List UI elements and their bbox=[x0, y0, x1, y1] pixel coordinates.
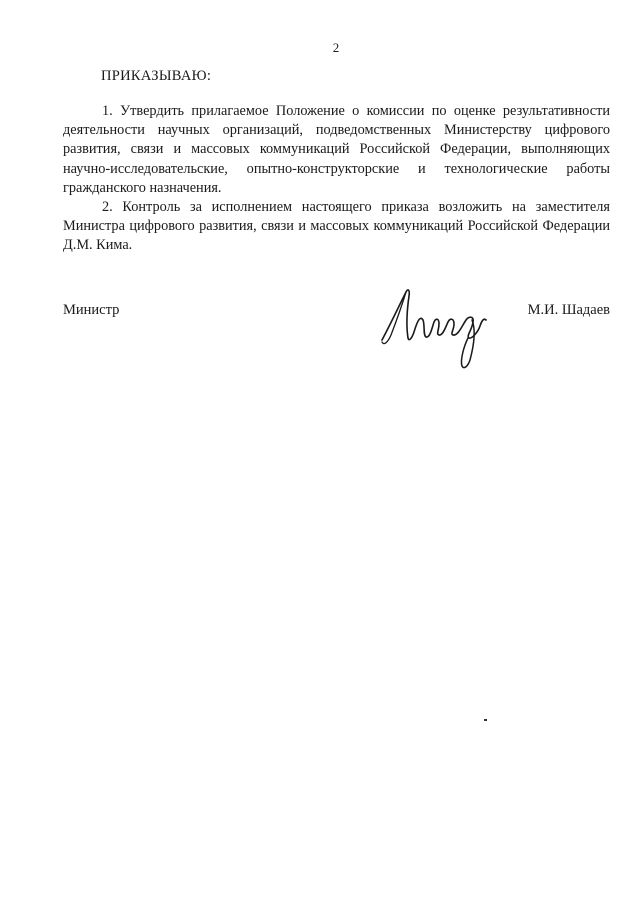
signer-title: Министр bbox=[63, 302, 120, 318]
order-item-2: 2. Контроль за исполнением настоящего приказа возложить на заместителя Министра цифрового развития, связи и массовых коммуникаций Российской Федерации Д.М. Кима. bbox=[63, 199, 610, 254]
signature-block bbox=[63, 280, 610, 380]
handwritten-signature bbox=[376, 280, 501, 375]
order-heading: ПРИКАЗЫВАЮ: bbox=[101, 68, 212, 84]
order-item-1: 1. Утвердить прилагаемое Положение о комиссии по оценке результативности деятельности научных организаций, подведомственных Министерству цифрового развития, связи и массовых коммуникаций Российской Федерации, выполняющих научно-исследовательские, опытно-конструкторские и технологические работы гражданского назначения. bbox=[63, 103, 610, 196]
page-number: 2 bbox=[332, 40, 340, 55]
signer-name: М.И. Шадаев bbox=[527, 302, 610, 318]
order-body bbox=[63, 102, 610, 256]
scan-artifact bbox=[484, 719, 487, 721]
